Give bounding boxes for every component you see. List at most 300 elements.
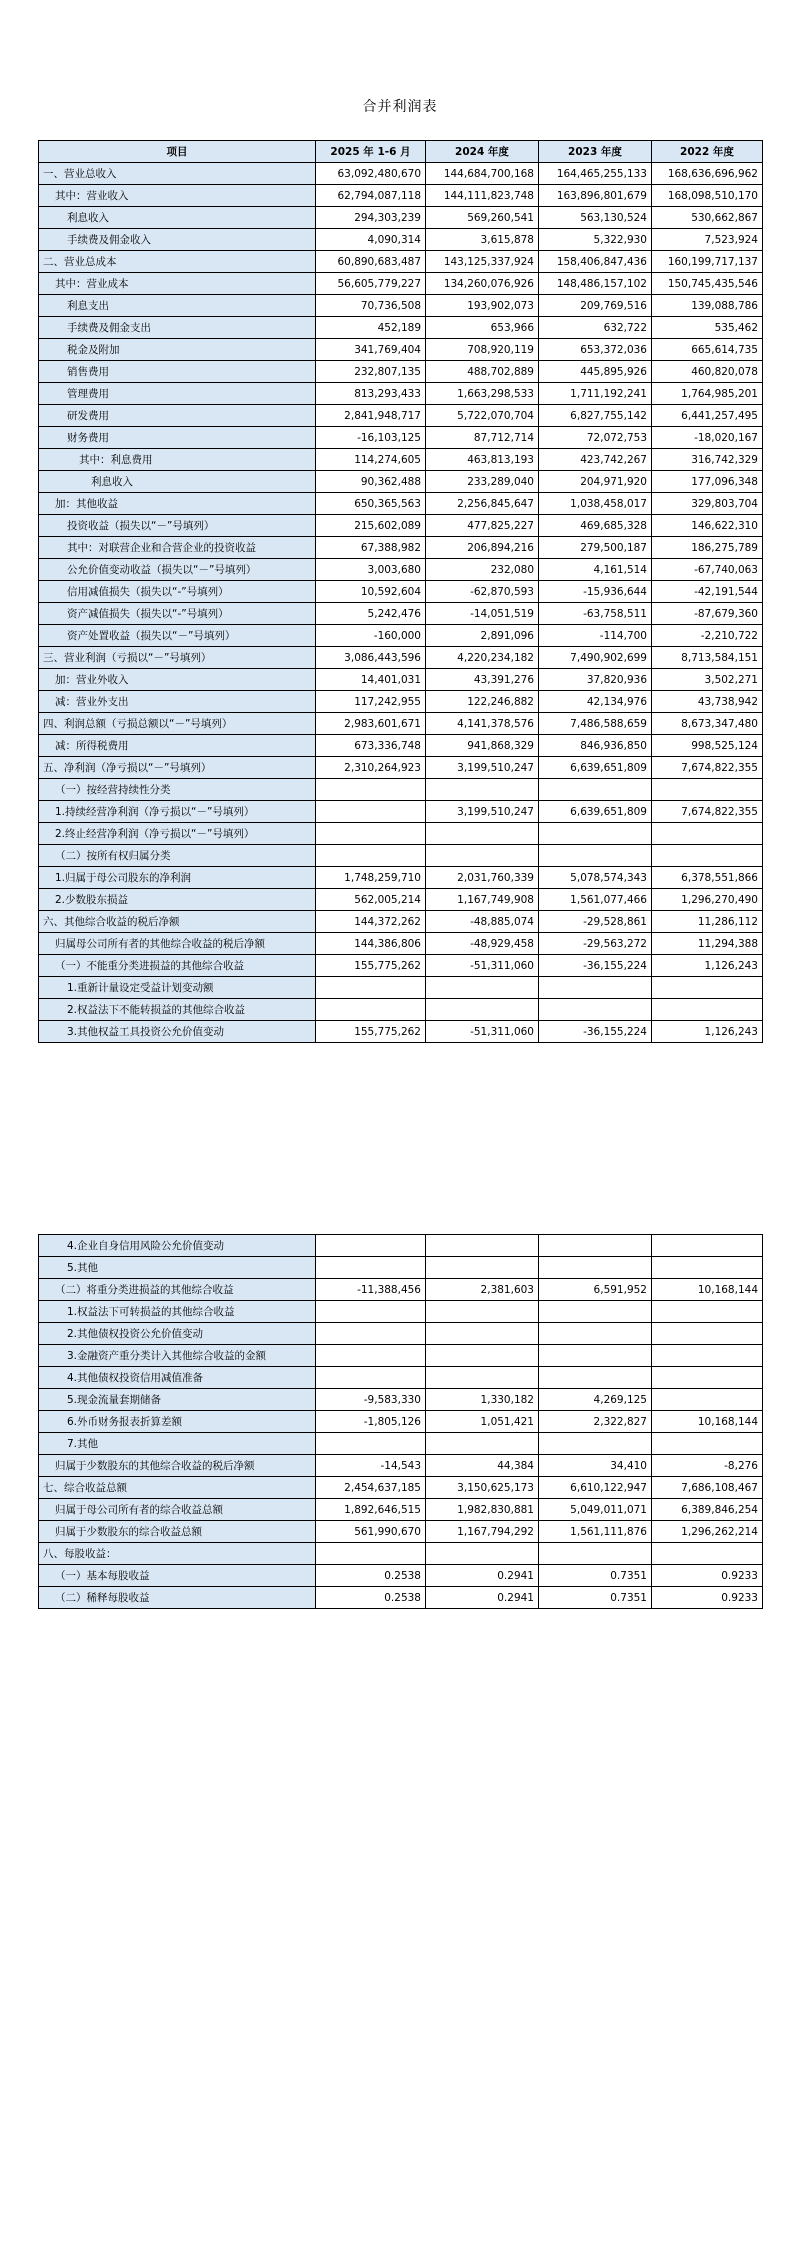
table-row <box>39 889 763 911</box>
value-cell: 11,286,112 <box>652 911 763 933</box>
row-label: 1.归属于母公司股东的净利润 <box>39 867 316 889</box>
table-row <box>39 229 763 251</box>
value-cell: 329,803,704 <box>652 493 763 515</box>
value-cell: 1,892,646,515 <box>316 1499 426 1521</box>
value-cell: 143,125,337,924 <box>426 251 539 273</box>
value-cell: 2,256,845,647 <box>426 493 539 515</box>
value-cell <box>539 845 652 867</box>
value-cell: 8,673,347,480 <box>652 713 763 735</box>
income-statement-table <box>38 140 763 1043</box>
value-cell: 0.2538 <box>316 1587 426 1609</box>
value-cell <box>539 977 652 999</box>
table-row <box>39 295 763 317</box>
table-row <box>39 515 763 537</box>
row-label: 1.权益法下可转损益的其他综合收益 <box>39 1301 316 1323</box>
value-cell: 2,891,096 <box>426 625 539 647</box>
value-cell: 0.7351 <box>539 1565 652 1587</box>
value-cell: 62,794,087,118 <box>316 185 426 207</box>
value-cell: 846,936,850 <box>539 735 652 757</box>
value-cell: 445,895,926 <box>539 361 652 383</box>
value-cell: 11,294,388 <box>652 933 763 955</box>
value-cell: 0.2941 <box>426 1565 539 1587</box>
value-cell: 160,199,717,137 <box>652 251 763 273</box>
row-label: 3.其他权益工具投资公允价值变动 <box>39 1021 316 1043</box>
value-cell <box>539 1301 652 1323</box>
value-cell <box>652 1433 763 1455</box>
value-cell: 1,296,262,214 <box>652 1521 763 1543</box>
table-row <box>39 185 763 207</box>
value-cell: 114,274,605 <box>316 449 426 471</box>
value-cell: 7,674,822,355 <box>652 757 763 779</box>
value-cell: 164,465,255,133 <box>539 163 652 185</box>
table-row <box>39 1587 763 1609</box>
value-cell: 941,868,329 <box>426 735 539 757</box>
value-cell: 158,406,847,436 <box>539 251 652 273</box>
row-label: 减：所得税费用 <box>39 735 316 757</box>
value-cell: 4,220,234,182 <box>426 647 539 669</box>
value-cell: -1,805,126 <box>316 1411 426 1433</box>
value-cell <box>652 823 763 845</box>
value-cell: 34,410 <box>539 1455 652 1477</box>
value-cell <box>539 1323 652 1345</box>
value-cell: 37,820,936 <box>539 669 652 691</box>
row-label: 销售费用 <box>39 361 316 383</box>
value-cell: 569,260,541 <box>426 207 539 229</box>
value-cell: 316,742,329 <box>652 449 763 471</box>
row-label: 归属于少数股东的综合收益总额 <box>39 1521 316 1543</box>
table-row <box>39 1257 763 1279</box>
value-cell <box>426 1433 539 1455</box>
table-row <box>39 691 763 713</box>
value-cell: 233,289,040 <box>426 471 539 493</box>
value-cell <box>652 1367 763 1389</box>
value-cell <box>316 1235 426 1257</box>
value-cell <box>316 1345 426 1367</box>
row-label: 六、其他综合收益的税后净额 <box>39 911 316 933</box>
value-cell: 653,372,036 <box>539 339 652 361</box>
value-cell: 3,199,510,247 <box>426 757 539 779</box>
value-cell: 1,330,182 <box>426 1389 539 1411</box>
row-label: 三、营业利润（亏损以“－”号填列） <box>39 647 316 669</box>
value-cell: 6,378,551,866 <box>652 867 763 889</box>
row-label: 6.外币财务报表折算差额 <box>39 1411 316 1433</box>
value-cell: 452,189 <box>316 317 426 339</box>
value-cell: 1,561,111,876 <box>539 1521 652 1543</box>
table-row <box>39 559 763 581</box>
value-cell: 998,525,124 <box>652 735 763 757</box>
row-label: 2.终止经营净利润（净亏损以“－”号填列） <box>39 823 316 845</box>
value-cell: 5,322,930 <box>539 229 652 251</box>
value-cell: 463,813,193 <box>426 449 539 471</box>
row-label: 手续费及佣金支出 <box>39 317 316 339</box>
row-label: （一）基本每股收益 <box>39 1565 316 1587</box>
row-label: 其中：利息费用 <box>39 449 316 471</box>
row-label: 资产减值损失（损失以“-”号填列） <box>39 603 316 625</box>
value-cell: 6,639,651,809 <box>539 801 652 823</box>
value-cell: 144,684,700,168 <box>426 163 539 185</box>
row-label: 其中：营业成本 <box>39 273 316 295</box>
value-cell <box>316 801 426 823</box>
value-cell: 206,894,216 <box>426 537 539 559</box>
table-row <box>39 493 763 515</box>
value-cell: 535,462 <box>652 317 763 339</box>
table-row <box>39 735 763 757</box>
value-cell: 155,775,262 <box>316 1021 426 1043</box>
row-label: 五、净利润（净亏损以“－”号填列） <box>39 757 316 779</box>
value-cell: 469,685,328 <box>539 515 652 537</box>
value-cell: 488,702,889 <box>426 361 539 383</box>
header-period-2025h1: 2025 年 1-6 月 <box>316 141 426 163</box>
value-cell: 7,486,588,659 <box>539 713 652 735</box>
table-row <box>39 1521 763 1543</box>
value-cell: 139,088,786 <box>652 295 763 317</box>
table-row <box>39 1279 763 1301</box>
row-label: 七、综合收益总额 <box>39 1477 316 1499</box>
table-row <box>39 1235 763 1257</box>
value-cell: -87,679,360 <box>652 603 763 625</box>
table-body <box>39 163 763 1043</box>
value-cell: 2,381,603 <box>426 1279 539 1301</box>
header-period-2022: 2022 年度 <box>652 141 763 163</box>
value-cell: 56,605,779,227 <box>316 273 426 295</box>
value-cell: 4,161,514 <box>539 559 652 581</box>
value-cell: -14,543 <box>316 1455 426 1477</box>
value-cell <box>539 1257 652 1279</box>
value-cell: 3,086,443,596 <box>316 647 426 669</box>
table-row <box>39 1455 763 1477</box>
row-label: 公允价值变动收益（损失以“－”号填列） <box>39 559 316 581</box>
value-cell <box>652 977 763 999</box>
value-cell <box>426 1235 539 1257</box>
value-cell: 3,199,510,247 <box>426 801 539 823</box>
row-label: 4.其他债权投资信用减值准备 <box>39 1367 316 1389</box>
row-label: 其中：营业收入 <box>39 185 316 207</box>
value-cell: 460,820,078 <box>652 361 763 383</box>
table-row <box>39 1021 763 1043</box>
row-label: （二）将重分类进损益的其他综合收益 <box>39 1279 316 1301</box>
value-cell: 2,310,264,923 <box>316 757 426 779</box>
row-label: 其中：对联营企业和合营企业的投资收益 <box>39 537 316 559</box>
value-cell: 232,807,135 <box>316 361 426 383</box>
table-row <box>39 867 763 889</box>
value-cell: 813,293,433 <box>316 383 426 405</box>
header-row <box>39 141 763 163</box>
header-period-2024: 2024 年度 <box>426 141 539 163</box>
value-cell: 1,167,749,908 <box>426 889 539 911</box>
row-label: 二、营业总成本 <box>39 251 316 273</box>
value-cell: 168,636,696,962 <box>652 163 763 185</box>
value-cell <box>539 1235 652 1257</box>
row-label: 加：其他收益 <box>39 493 316 515</box>
row-label: 归属于少数股东的其他综合收益的税后净额 <box>39 1455 316 1477</box>
value-cell: 1,561,077,466 <box>539 889 652 911</box>
value-cell: 0.7351 <box>539 1587 652 1609</box>
value-cell: 10,168,144 <box>652 1411 763 1433</box>
row-label: 2.其他债权投资公允价值变动 <box>39 1323 316 1345</box>
row-label: 财务费用 <box>39 427 316 449</box>
value-cell: 2,454,637,185 <box>316 1477 426 1499</box>
row-label: 3.金融资产重分类计入其他综合收益的金额 <box>39 1345 316 1367</box>
value-cell <box>652 1389 763 1411</box>
value-cell: 653,966 <box>426 317 539 339</box>
value-cell: 204,971,920 <box>539 471 652 493</box>
value-cell: -48,929,458 <box>426 933 539 955</box>
header-item: 项目 <box>39 141 316 163</box>
table-row <box>39 1411 763 1433</box>
table-row <box>39 977 763 999</box>
value-cell: 1,748,259,710 <box>316 867 426 889</box>
value-cell: -15,936,644 <box>539 581 652 603</box>
table-row <box>39 1477 763 1499</box>
value-cell <box>426 823 539 845</box>
value-cell: 7,686,108,467 <box>652 1477 763 1499</box>
value-cell: 708,920,119 <box>426 339 539 361</box>
value-cell <box>316 1543 426 1565</box>
value-cell: 561,990,670 <box>316 1521 426 1543</box>
table-row <box>39 471 763 493</box>
row-label: 加：营业外收入 <box>39 669 316 691</box>
value-cell: -11,388,456 <box>316 1279 426 1301</box>
value-cell: 117,242,955 <box>316 691 426 713</box>
value-cell <box>426 1543 539 1565</box>
value-cell: 134,260,076,926 <box>426 273 539 295</box>
value-cell: 67,388,982 <box>316 537 426 559</box>
row-label: 4.企业自身信用风险公允价值变动 <box>39 1235 316 1257</box>
value-cell: -36,155,224 <box>539 1021 652 1043</box>
value-cell: 193,902,073 <box>426 295 539 317</box>
value-cell <box>652 1301 763 1323</box>
table-row <box>39 163 763 185</box>
row-label: 信用减值损失（损失以“-”号填列） <box>39 581 316 603</box>
value-cell <box>316 1257 426 1279</box>
table-row <box>39 1565 763 1587</box>
value-cell <box>652 1543 763 1565</box>
row-label: 手续费及佣金收入 <box>39 229 316 251</box>
row-label: 研发费用 <box>39 405 316 427</box>
row-label: （一）不能重分类进损益的其他综合收益 <box>39 955 316 977</box>
value-cell <box>539 823 652 845</box>
value-cell: 665,614,735 <box>652 339 763 361</box>
value-cell: 148,486,157,102 <box>539 273 652 295</box>
value-cell: 122,246,882 <box>426 691 539 713</box>
value-cell: -29,528,861 <box>539 911 652 933</box>
row-label: （二）稀释每股收益 <box>39 1587 316 1609</box>
value-cell <box>539 1433 652 1455</box>
value-cell <box>539 999 652 1021</box>
value-cell: 3,502,271 <box>652 669 763 691</box>
value-cell: 44,384 <box>426 1455 539 1477</box>
value-cell: 2,322,827 <box>539 1411 652 1433</box>
value-cell: 63,092,480,670 <box>316 163 426 185</box>
value-cell: 72,072,753 <box>539 427 652 449</box>
value-cell: 1,038,458,017 <box>539 493 652 515</box>
value-cell: -14,051,519 <box>426 603 539 625</box>
row-label: 税金及附加 <box>39 339 316 361</box>
value-cell <box>316 779 426 801</box>
value-cell: 0.2538 <box>316 1565 426 1587</box>
row-label: 2.权益法下不能转损益的其他综合收益 <box>39 999 316 1021</box>
value-cell: -160,000 <box>316 625 426 647</box>
row-label: 减：营业外支出 <box>39 691 316 713</box>
value-cell: 294,303,239 <box>316 207 426 229</box>
table-row <box>39 339 763 361</box>
row-label: 投资收益（损失以“－”号填列） <box>39 515 316 537</box>
value-cell <box>316 999 426 1021</box>
value-cell <box>652 845 763 867</box>
value-cell: 5,049,011,071 <box>539 1499 652 1521</box>
value-cell <box>426 779 539 801</box>
value-cell: 530,662,867 <box>652 207 763 229</box>
value-cell <box>316 1301 426 1323</box>
value-cell <box>652 1257 763 1279</box>
table-row <box>39 647 763 669</box>
table-row <box>39 383 763 405</box>
row-label: 利息收入 <box>39 207 316 229</box>
value-cell <box>426 845 539 867</box>
value-cell: -42,191,544 <box>652 581 763 603</box>
value-cell: 1,711,192,241 <box>539 383 652 405</box>
table-row <box>39 1345 763 1367</box>
value-cell: 146,622,310 <box>652 515 763 537</box>
table-row <box>39 933 763 955</box>
income-statement-table-continued <box>38 1234 763 1609</box>
value-cell: 209,769,516 <box>539 295 652 317</box>
value-cell: 144,386,806 <box>316 933 426 955</box>
row-label: （一）按经营持续性分类 <box>39 779 316 801</box>
value-cell <box>652 1235 763 1257</box>
value-cell: 163,896,801,679 <box>539 185 652 207</box>
table-row <box>39 625 763 647</box>
value-cell: 4,141,378,576 <box>426 713 539 735</box>
table-row <box>39 1389 763 1411</box>
value-cell: 14,401,031 <box>316 669 426 691</box>
value-cell: 10,592,604 <box>316 581 426 603</box>
value-cell: -114,700 <box>539 625 652 647</box>
table-row <box>39 603 763 625</box>
value-cell <box>316 1433 426 1455</box>
row-label: 1.持续经营净利润（净亏损以“－”号填列） <box>39 801 316 823</box>
table-row <box>39 801 763 823</box>
row-label: 2.少数股东损益 <box>39 889 316 911</box>
value-cell: 6,591,952 <box>539 1279 652 1301</box>
value-cell: 650,365,563 <box>316 493 426 515</box>
value-cell <box>426 1301 539 1323</box>
value-cell: 6,441,257,495 <box>652 405 763 427</box>
row-label: 利息收入 <box>39 471 316 493</box>
value-cell <box>316 823 426 845</box>
row-label: 八、每股收益： <box>39 1543 316 1565</box>
value-cell <box>539 779 652 801</box>
value-cell: -2,210,722 <box>652 625 763 647</box>
value-cell: 70,736,508 <box>316 295 426 317</box>
value-cell <box>426 1323 539 1345</box>
row-label: 归属母公司所有者的其他综合收益的税后净额 <box>39 933 316 955</box>
value-cell <box>316 1323 426 1345</box>
row-label: 四、利润总额（亏损总额以“－”号填列） <box>39 713 316 735</box>
value-cell: 0.2941 <box>426 1587 539 1609</box>
value-cell: 4,090,314 <box>316 229 426 251</box>
table-row <box>39 845 763 867</box>
table-row <box>39 999 763 1021</box>
table-row <box>39 1433 763 1455</box>
value-cell <box>316 845 426 867</box>
table-row <box>39 273 763 295</box>
row-label: 5.现金流量套期储备 <box>39 1389 316 1411</box>
value-cell: 673,336,748 <box>316 735 426 757</box>
value-cell: 3,615,878 <box>426 229 539 251</box>
value-cell: 341,769,404 <box>316 339 426 361</box>
value-cell: 155,775,262 <box>316 955 426 977</box>
table-row <box>39 669 763 691</box>
value-cell: 1,764,985,201 <box>652 383 763 405</box>
value-cell <box>539 1367 652 1389</box>
value-cell <box>652 1345 763 1367</box>
value-cell: 6,389,846,254 <box>652 1499 763 1521</box>
value-cell: 150,745,435,546 <box>652 273 763 295</box>
table-row <box>39 317 763 339</box>
value-cell: 562,005,214 <box>316 889 426 911</box>
value-cell: 144,372,262 <box>316 911 426 933</box>
value-cell <box>426 1367 539 1389</box>
value-cell: -51,311,060 <box>426 1021 539 1043</box>
value-cell: 1,126,243 <box>652 955 763 977</box>
value-cell: 42,134,976 <box>539 691 652 713</box>
value-cell <box>316 1367 426 1389</box>
value-cell: -16,103,125 <box>316 427 426 449</box>
table-row <box>39 713 763 735</box>
value-cell: 6,827,755,142 <box>539 405 652 427</box>
value-cell: 60,890,683,487 <box>316 251 426 273</box>
value-cell: -67,740,063 <box>652 559 763 581</box>
value-cell: 1,051,421 <box>426 1411 539 1433</box>
value-cell: 2,983,601,671 <box>316 713 426 735</box>
value-cell: 4,269,125 <box>539 1389 652 1411</box>
value-cell: 10,168,144 <box>652 1279 763 1301</box>
table-row <box>39 405 763 427</box>
value-cell: 5,722,070,704 <box>426 405 539 427</box>
value-cell <box>316 977 426 999</box>
value-cell: 6,639,651,809 <box>539 757 652 779</box>
row-label: 管理费用 <box>39 383 316 405</box>
value-cell: -51,311,060 <box>426 955 539 977</box>
table-row <box>39 361 763 383</box>
table-row <box>39 1323 763 1345</box>
value-cell: -18,020,167 <box>652 427 763 449</box>
table-row <box>39 1499 763 1521</box>
value-cell: 7,490,902,699 <box>539 647 652 669</box>
table-row <box>39 1543 763 1565</box>
value-cell: 144,111,823,748 <box>426 185 539 207</box>
value-cell: 215,602,089 <box>316 515 426 537</box>
table-row <box>39 207 763 229</box>
value-cell: -63,758,511 <box>539 603 652 625</box>
value-cell: 0.9233 <box>652 1587 763 1609</box>
value-cell: -36,155,224 <box>539 955 652 977</box>
value-cell: 87,712,714 <box>426 427 539 449</box>
value-cell: 1,167,794,292 <box>426 1521 539 1543</box>
value-cell: 477,825,227 <box>426 515 539 537</box>
value-cell: 5,242,476 <box>316 603 426 625</box>
table-row <box>39 911 763 933</box>
value-cell <box>652 1323 763 1345</box>
table-row <box>39 427 763 449</box>
value-cell: 0.9233 <box>652 1565 763 1587</box>
value-cell: 1,663,298,533 <box>426 383 539 405</box>
value-cell: 90,362,488 <box>316 471 426 493</box>
value-cell: 186,275,789 <box>652 537 763 559</box>
value-cell <box>426 999 539 1021</box>
table-row <box>39 251 763 273</box>
